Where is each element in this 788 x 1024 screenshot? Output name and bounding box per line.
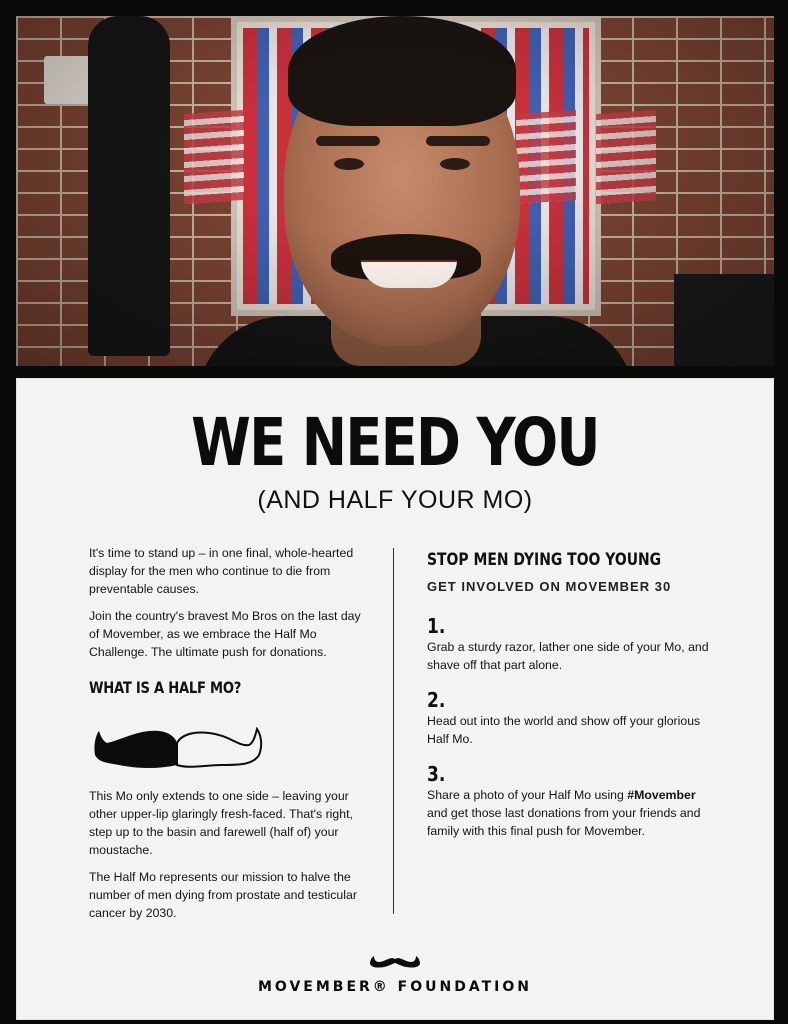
hashtag: #Movember — [627, 788, 696, 802]
hero-photo — [16, 16, 774, 366]
right-subtitle: GET INVOLVED ON MOVEMBER 30 — [427, 579, 672, 594]
step-item — [427, 614, 717, 674]
step-item — [427, 762, 717, 840]
intro-paragraph: It's time to stand up – in one final, whole-hearted display for the men who continue to die from preventable causes. — [89, 546, 354, 596]
movember-logo — [16, 954, 774, 995]
mustache-icon — [368, 954, 422, 970]
half-mustache-icon — [89, 725, 269, 773]
section-title: WHAT IS A HALF MO? — [89, 678, 242, 697]
intro-paragraph: Join the country's bravest Mo Bros on the last day of Movember, as we embrace the Half Mo Challenge. The ultimate push for donations. — [89, 609, 361, 659]
step-text-end: and get those last donations from your friends and family with this final push for Movember. — [427, 806, 701, 838]
step-number: 3. — [427, 762, 446, 786]
step-text — [427, 786, 717, 840]
step-number: 1. — [427, 614, 446, 638]
right-column — [427, 550, 717, 854]
left-column — [89, 544, 374, 931]
headline: WE NEED YOU — [191, 404, 599, 481]
step-text: Grab a sturdy razor, lather one side of your Mo, and shave off that part alone. — [427, 640, 709, 672]
step-item — [427, 688, 717, 748]
body-paragraph: This Mo only extends to one side – leaving your other upper-lip glaringly fresh-faced. That's right, step up to the basin and farewell (half of) your moustache. — [89, 789, 353, 857]
logo-text: MOVEMBER® FOUNDATION — [258, 979, 532, 995]
poster-paper — [16, 378, 774, 1020]
body-paragraph: The Half Mo represents our mission to halve the number of men dying from prostate and testicular cancer by 2030. — [89, 870, 357, 920]
half-mustache-illustration — [89, 725, 374, 773]
step-text: Head out into the world and show off your glorious Half Mo. — [427, 714, 701, 746]
subheadline: (AND HALF YOUR MO) — [257, 486, 533, 514]
step-number: 2. — [427, 688, 446, 712]
column-divider — [393, 548, 394, 914]
right-title: STOP MEN DYING TOO YOUNG — [427, 550, 662, 570]
step-text-start: Share a photo of your Half Mo using — [427, 788, 628, 802]
